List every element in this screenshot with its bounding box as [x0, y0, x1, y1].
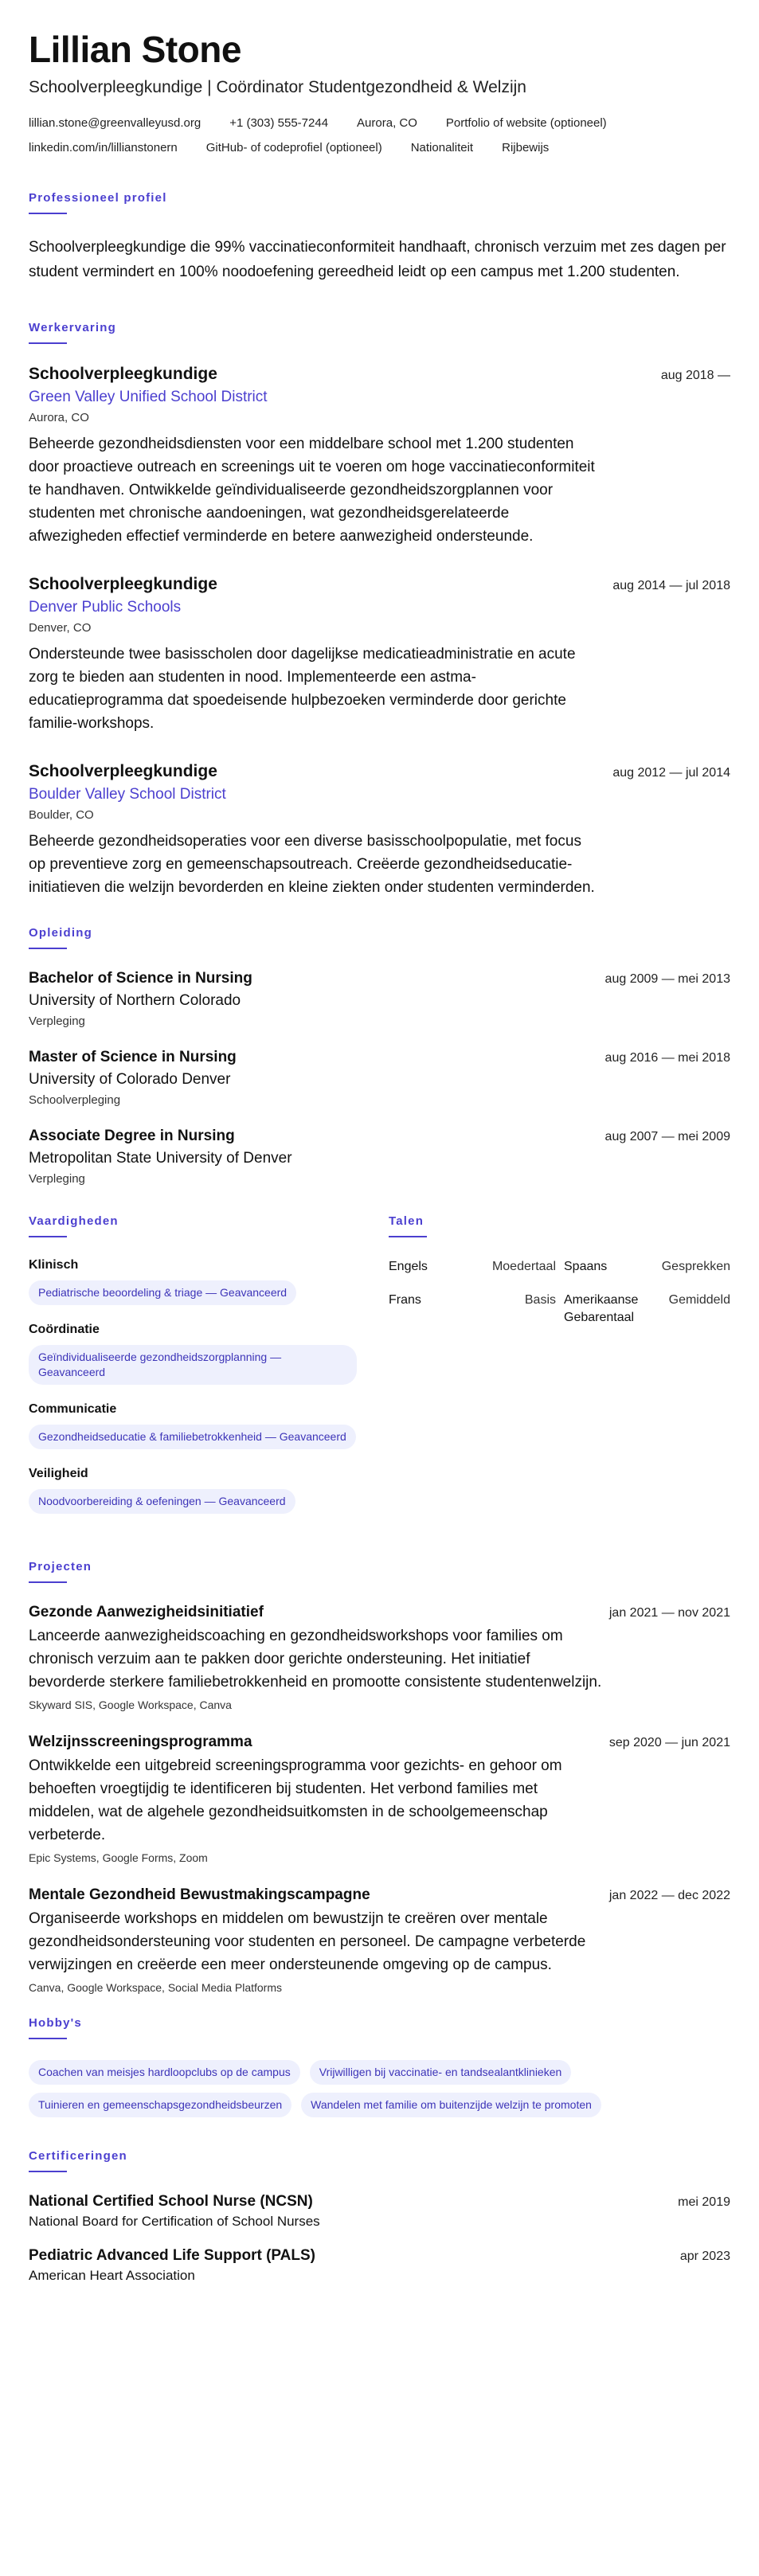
language-name: Frans	[389, 1293, 421, 1307]
education-dates: aug 2016 — mei 2018	[604, 1051, 730, 1065]
study-field: Verpleging	[29, 1014, 85, 1028]
contact-phone[interactable]: +1 (303) 555-7244	[229, 116, 329, 130]
skill-group	[29, 1323, 357, 1385]
language-row	[389, 1258, 730, 1276]
section-title: Opleiding	[29, 926, 92, 940]
education-section	[29, 926, 730, 1186]
skill-category: Coördinatie	[29, 1323, 100, 1336]
language-name: Engels	[389, 1260, 428, 1273]
skill-chip: Geïndividualiseerde gezondheidszorgplanning — Geavanceerd	[29, 1345, 357, 1385]
study-field: Verpleging	[29, 1172, 85, 1186]
contact-license: Rijbewijs	[502, 141, 550, 154]
job-title: Schoolverpleegkundige	[29, 762, 217, 780]
job-title: Schoolverpleegkundige	[29, 575, 217, 593]
employer-name: Denver Public Schools	[29, 599, 182, 616]
skills-languages-section	[29, 1214, 730, 1531]
contact-location: Aurora, CO	[357, 116, 417, 130]
project-title: Welzijnsscreeningsprogramma	[29, 1734, 252, 1750]
hobbies-section	[29, 2016, 730, 2117]
profile-summary: Schoolverpleegkundige die 99% vaccinatieconformiteit handhaaft, chronisch verzuim met zes dagen per student vermindert en 100% noodoefening gereedheid leidt op een campus met 1.200 studenten.	[29, 239, 726, 280]
job-title: Schoolverpleegkundige	[29, 365, 217, 383]
school-name: Metropolitan State University of Denver	[29, 1150, 292, 1167]
education-entry	[29, 1128, 730, 1186]
job-dates: aug 2014 — jul 2018	[612, 579, 730, 592]
hobby-chip: Coachen van meisjes hardloopclubs op de campus	[29, 2060, 300, 2085]
section-title: Certificeringen	[29, 2149, 127, 2163]
job-dates: aug 2018 —	[660, 369, 730, 382]
job-location: Denver, CO	[29, 621, 92, 635]
experience-entry	[29, 762, 730, 899]
candidate-headline: Schoolverpleegkundige | Coördinator Studentgezondheid & Welzijn	[29, 78, 526, 96]
education-entry	[29, 1049, 730, 1107]
project-tools: Skyward SIS, Google Workspace, Canva	[29, 1698, 232, 1711]
job-description: Ondersteunde twee basisscholen door dagelijkse medicatieadministratie en acute zorg te bieden aan studenten in nood. Implementeerde een astma-educatieprogramma dat spoedeisende hulpbezoeken verminderde door gerichte familie-workshops.	[29, 646, 576, 732]
study-field: Schoolverpleging	[29, 1093, 121, 1107]
section-divider	[389, 1236, 427, 1237]
experience-entry	[29, 575, 730, 735]
certification-name: National Certified School Nurse (NCSN)	[29, 2193, 313, 2210]
section-title: Vaardigheden	[29, 1214, 119, 1228]
section-title: Projecten	[29, 1560, 92, 1573]
profile-section	[29, 191, 730, 284]
skill-chip: Pediatrische beoordeling & triage — Geavanceerd	[29, 1280, 296, 1305]
job-location: Boulder, CO	[29, 808, 94, 822]
project-description: Ontwikkelde een uitgebreid screeningsprogramma voor gezichts- en gehoor om behoeften vroegtijdig te identificeren bij studenten. Het verbond families met middelen, wat de algehele gezondheidsuitkomsten in de schoolgemeenschap verbeterde.	[29, 1757, 562, 1843]
language-name: Amerikaanse Gebarentaal	[564, 1293, 639, 1324]
job-dates: aug 2012 — jul 2014	[612, 766, 730, 780]
skill-chip: Noodvoorbereiding & oefeningen — Geavanceerd	[29, 1489, 295, 1514]
skills-column	[29, 1214, 357, 1531]
certification-date: mei 2019	[678, 2195, 730, 2209]
project-tools: Epic Systems, Google Forms, Zoom	[29, 1851, 208, 1864]
job-description: Beheerde gezondheidsdiensten voor een middelbare school met 1.200 studenten door proactieve outreach en screenings uit te voeren om hoge vaccinatieconformiteit te handhaven. Ontwikkelde geïndividualiseerde gezondheidszorgplannen voor studenten met chronische aandoeningen, wat gezondheidsgerelateerde afwezigheden effectief verminderde en betere aanwezigheid ondersteunde.	[29, 436, 595, 545]
employer-name: Boulder Valley School District	[29, 786, 226, 803]
certification-entry	[29, 2193, 730, 2230]
skill-group	[29, 1467, 357, 1514]
degree-title: Master of Science in Nursing	[29, 1049, 237, 1065]
certification-issuer: National Board for Certification of School Nurses	[29, 2214, 320, 2229]
hobby-chip: Tuinieren en gemeenschapsgezondheidsbeurzen	[29, 2093, 291, 2117]
candidate-name: Lillian Stone	[29, 29, 241, 70]
section-title: Professioneel profiel	[29, 191, 167, 205]
education-dates: aug 2009 — mei 2013	[604, 972, 730, 986]
skill-category: Communicatie	[29, 1402, 117, 1416]
language-level: Gemiddeld	[668, 1293, 730, 1307]
contact-github[interactable]: GitHub- of codeprofiel (optioneel)	[205, 141, 382, 154]
language-name: Spaans	[564, 1260, 608, 1273]
contact-nationality: Nationaliteit	[410, 141, 474, 154]
skill-group	[29, 1402, 357, 1449]
section-title: Werkervaring	[29, 321, 117, 334]
skill-category: Klinisch	[29, 1258, 79, 1272]
project-dates: sep 2020 — jun 2021	[608, 1736, 730, 1749]
employer-name: Green Valley Unified School District	[29, 389, 268, 405]
skill-group	[29, 1258, 357, 1305]
project-title: Mentale Gezondheid Bewustmakingscampagne	[29, 1886, 370, 1903]
certifications-section	[29, 2149, 730, 2284]
section-divider	[29, 2038, 67, 2039]
project-entry	[29, 1886, 730, 1994]
hobby-list	[29, 2060, 682, 2117]
certification-entry	[29, 2247, 730, 2284]
section-title: Talen	[389, 1214, 424, 1228]
section-divider	[29, 1581, 67, 1583]
project-entry	[29, 1734, 730, 1864]
language-level: Basis	[524, 1293, 556, 1307]
hobby-chip: Vrijwilligen bij vaccinatie- en tandsealantklinieken	[310, 2060, 572, 2085]
school-name: University of Colorado Denver	[29, 1071, 231, 1088]
project-title: Gezonde Aanwezigheidsinitiatief	[29, 1604, 264, 1620]
degree-title: Bachelor of Science in Nursing	[29, 970, 252, 987]
project-dates: jan 2021 — nov 2021	[608, 1606, 730, 1620]
language-level: Gesprekken	[661, 1260, 730, 1273]
education-dates: aug 2007 — mei 2009	[604, 1130, 730, 1143]
experience-section	[29, 321, 730, 899]
hobby-chip: Wandelen met familie om buitenzijde welzijn te promoten	[301, 2093, 601, 2117]
project-description: Organiseerde workshops en middelen om bewustzijn te creëren over mentale gezondheidsondersteuning voor studenten en personeel. De campagne verbeterde verwijzingen en creëerde een meer ondersteunende omgeving op de campus.	[29, 1910, 586, 1973]
certification-issuer: American Heart Association	[29, 2268, 195, 2283]
job-location: Aurora, CO	[29, 411, 89, 424]
job-description: Beheerde gezondheidsoperaties voor een diverse basisschoolpopulatie, met focus op preventieve zorg en gemeenschapsoutreach. Creëerde gezondheidseducatie-initiatieven die welzijn bevorderden en kleine ziekten onder studenten verminderden.	[29, 833, 595, 896]
section-title: Hobby's	[29, 2016, 82, 2030]
language-level: Moedertaal	[491, 1260, 556, 1273]
section-divider	[29, 948, 67, 949]
contact-info	[29, 116, 730, 154]
section-divider	[29, 2171, 67, 2172]
project-entry	[29, 1604, 730, 1711]
certification-date: apr 2023	[679, 2250, 730, 2263]
school-name: University of Northern Colorado	[29, 992, 241, 1009]
degree-title: Associate Degree in Nursing	[29, 1128, 235, 1144]
skill-chip: Gezondheidseducatie & familiebetrokkenheid — Geavanceerd	[29, 1425, 356, 1449]
language-row	[389, 1292, 730, 1327]
education-entry	[29, 970, 730, 1028]
projects-section	[29, 1560, 730, 1994]
resume-header	[29, 29, 730, 154]
certification-name: Pediatric Advanced Life Support (PALS)	[29, 2247, 315, 2264]
section-divider	[29, 1236, 67, 1237]
experience-entry	[29, 365, 730, 548]
project-dates: jan 2022 — dec 2022	[608, 1889, 730, 1902]
contact-portfolio[interactable]: Portfolio of website (optioneel)	[445, 116, 607, 130]
contact-email[interactable]: lillian.stone@greenvalleyusd.org	[29, 116, 201, 130]
project-tools: Canva, Google Workspace, Social Media Platforms	[29, 1981, 282, 1994]
section-divider	[29, 213, 67, 214]
section-divider	[29, 342, 67, 344]
languages-column	[389, 1214, 730, 1531]
project-description: Lanceerde aanwezigheidscoaching en gezondheidsworkshops voor families om chronisch verzuim aan te pakken door gerichte ondersteuning. Het initiatief bevorderde sterkere familiebetrokkenheid en promootte consistente studentenwelzijn.	[29, 1628, 602, 1691]
skill-category: Veiligheid	[29, 1467, 88, 1480]
contact-linkedin[interactable]: linkedin.com/in/lillianstonern	[29, 141, 178, 154]
